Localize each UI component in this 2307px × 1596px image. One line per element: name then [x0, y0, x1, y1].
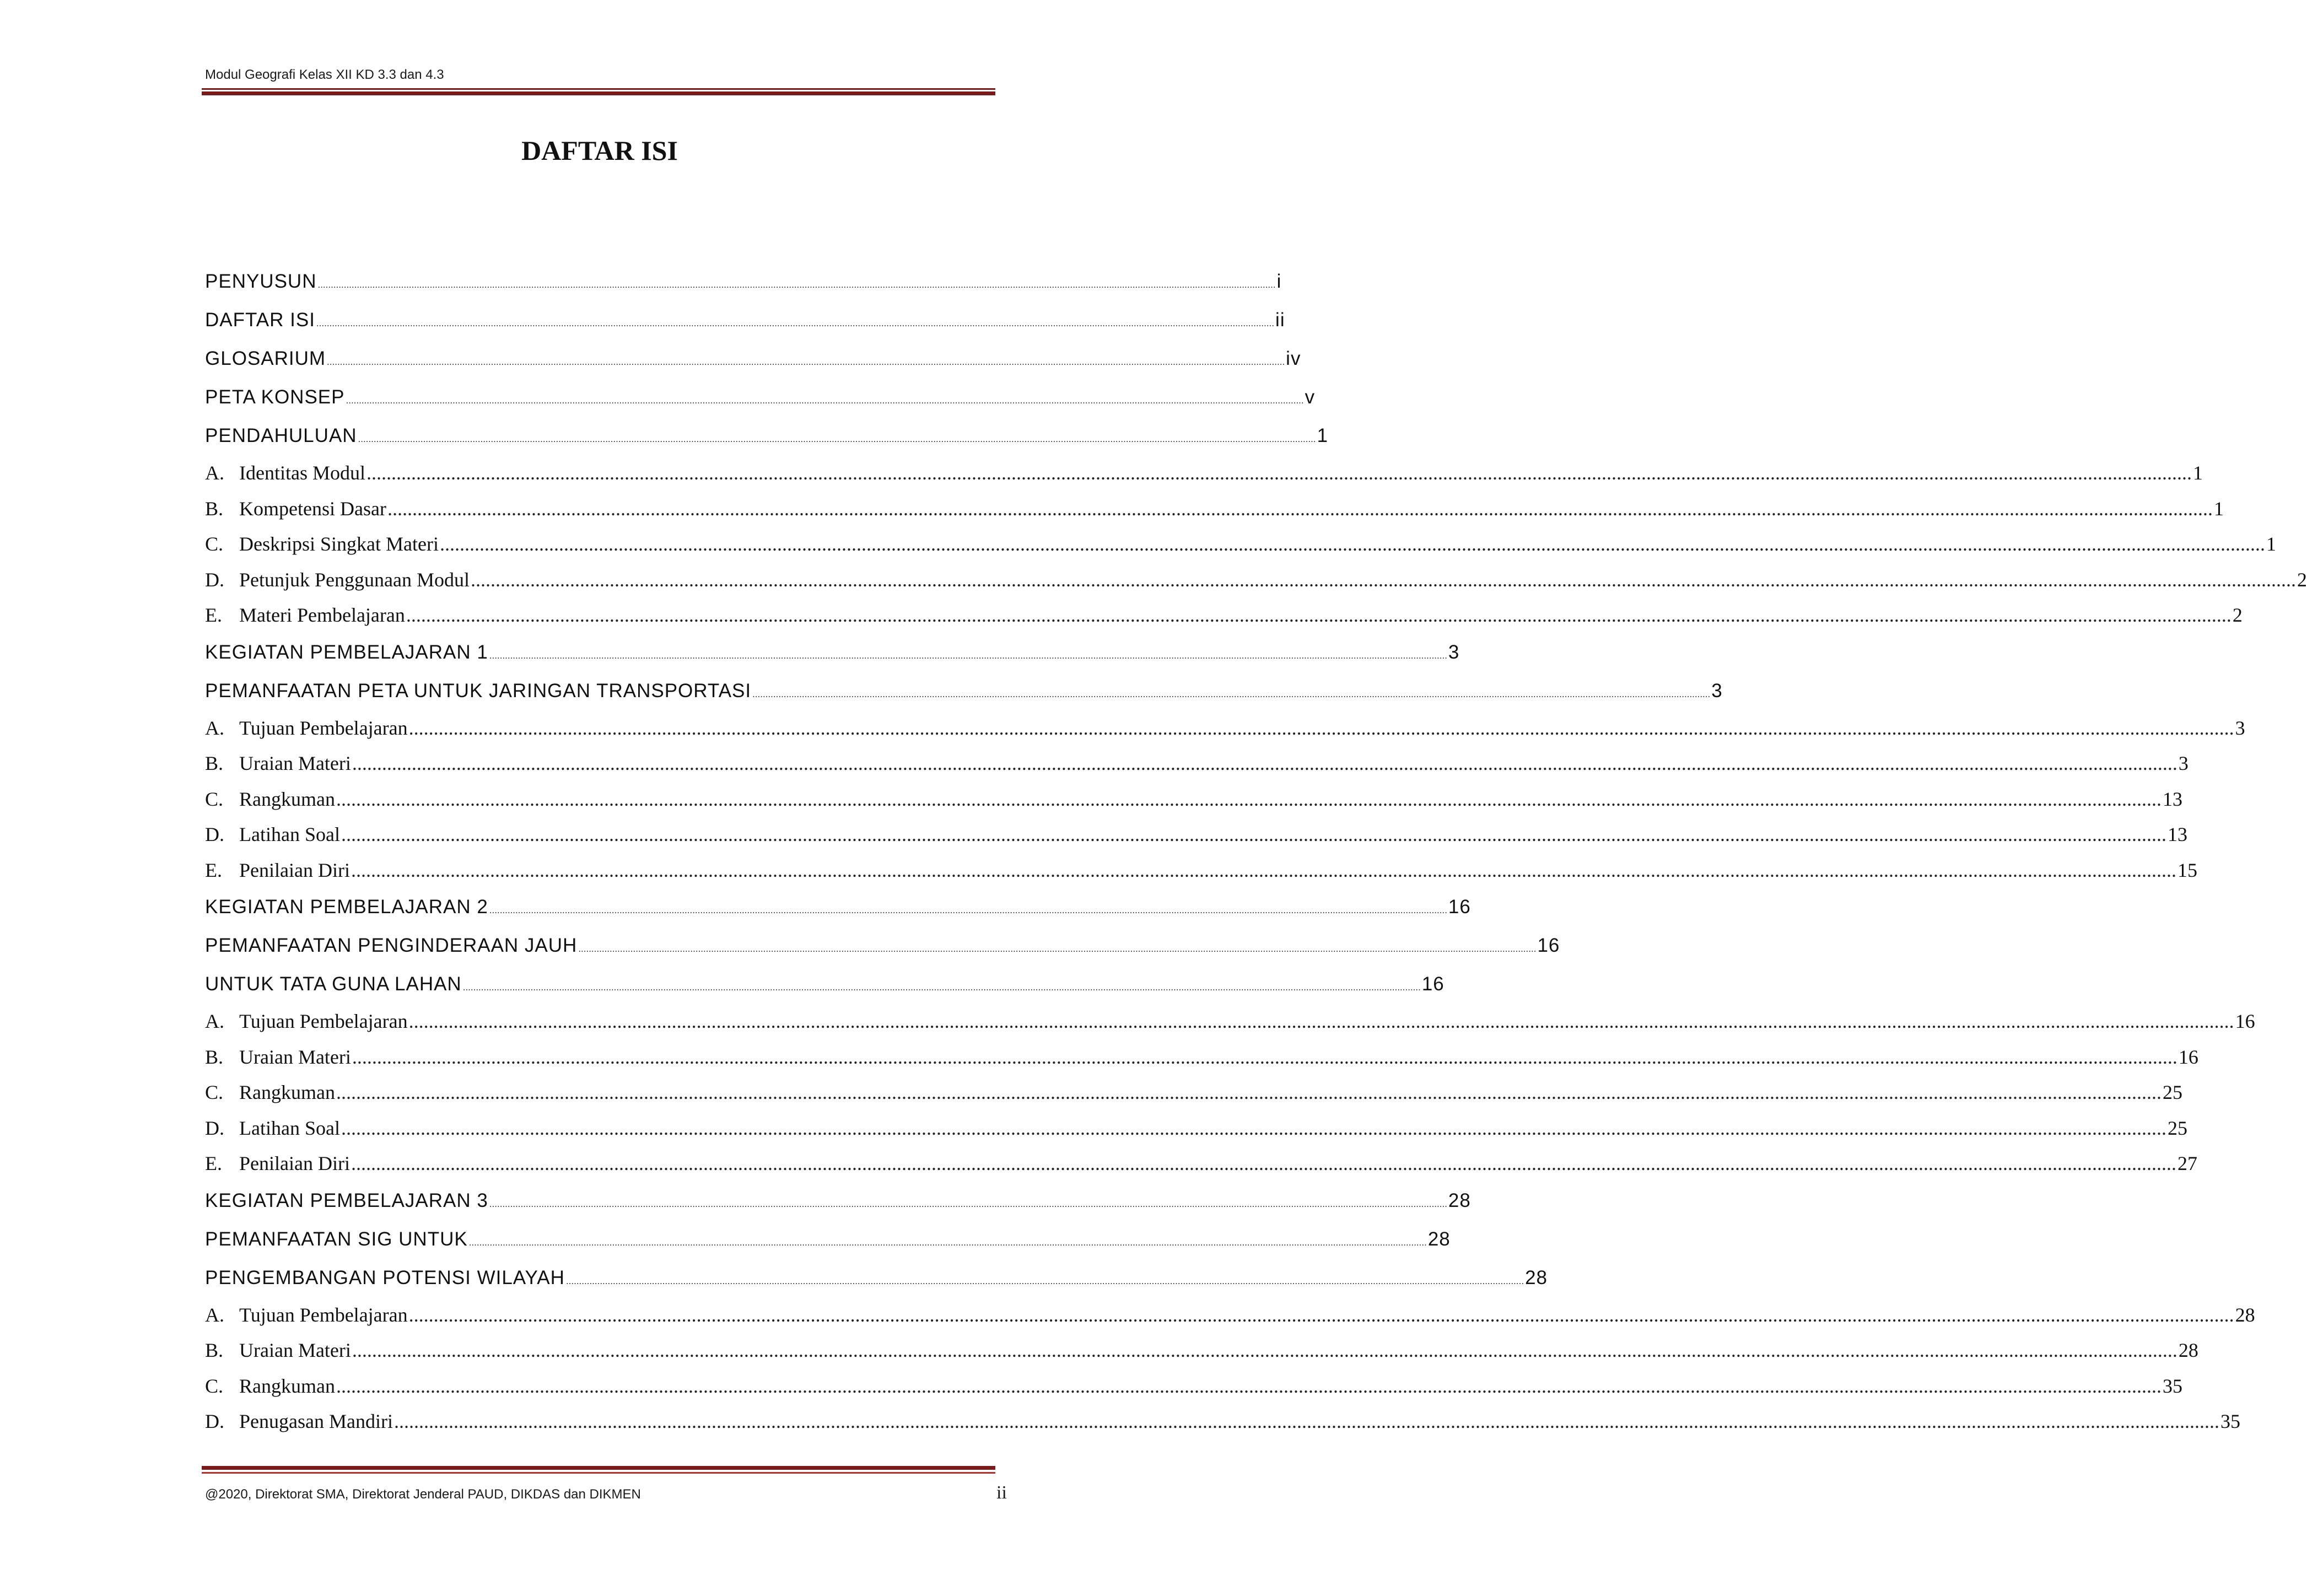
toc-entry-page: i [1276, 271, 1282, 292]
toc-entry-label: PEMANFAATAN PETA UNTUK JARINGAN TRANSPORTASI [205, 680, 752, 702]
header-rule-thick [202, 91, 995, 95]
footer-copyright: @2020, Direktorat SMA, Direktorat Jenderal PAUD, DIKDAS dan DIKMEN [205, 1487, 641, 1502]
toc-dot-leader: ................................................................................................................................................................................................................................................................................................................................................................................ [336, 1374, 2162, 1397]
toc-entry-label: Uraian Materi [239, 1045, 351, 1068]
toc-entry[interactable] [205, 301, 1285, 339]
toc-entry[interactable] [205, 1182, 1471, 1220]
toc-entry[interactable] [205, 1004, 2255, 1039]
toc-entry-page: 2 [2232, 604, 2243, 626]
toc-entry-label: Latihan Soal [239, 1117, 340, 1139]
toc-entry-page: 13 [2167, 823, 2187, 845]
toc-entry-label: KEGIATAN PEMBELAJARAN 3 [205, 1189, 488, 1211]
toc-entry-label: PEMANFAATAN PENGINDERAAN JAUH [205, 935, 578, 956]
toc-entry[interactable] [205, 781, 2182, 817]
toc-dot-leader: ................................................................................................................................................................................................................................................................................................................................................................................ [565, 1275, 1524, 1286]
table-of-contents [205, 262, 2307, 1439]
toc-entry-page: 13 [2162, 788, 2182, 810]
toc-entry-page: 3 [1448, 641, 1460, 663]
toc-entry-page: 16 [2235, 1010, 2255, 1032]
footer-page-number: ii [996, 1482, 1007, 1503]
toc-entry-letter: A. [205, 1303, 224, 1326]
header-rule-thin [202, 88, 995, 90]
toc-entry-letter: E. [205, 859, 222, 881]
toc-entry-page: 28 [1427, 1228, 1451, 1250]
toc-entry-label: GLOSARIUM [205, 348, 326, 369]
toc-entry-label: Uraian Materi [239, 1339, 351, 1361]
toc-entry[interactable] [205, 1297, 2255, 1333]
toc-entry[interactable] [205, 926, 1560, 965]
toc-entry[interactable] [205, 1404, 2240, 1439]
toc-dot-leader: ................................................................................................................................................................................................................................................................................................................................................................................ [470, 568, 2296, 591]
toc-entry-label: UNTUK TATA GUNA LAHAN [205, 973, 462, 995]
toc-entry-page: 3 [2178, 752, 2189, 774]
toc-entry-page: 35 [2220, 1410, 2240, 1432]
toc-entry[interactable] [205, 817, 2187, 853]
toc-entry-label: DAFTAR ISI [205, 309, 315, 331]
toc-dot-leader: ................................................................................................................................................................................................................................................................................................................................................................................ [346, 395, 1304, 406]
toc-dot-leader: ................................................................................................................................................................................................................................................................................................................................................................................ [366, 462, 2192, 484]
toc-entry-label: Petunjuk Penggunaan Modul [239, 568, 470, 591]
toc-entry-page: v [1305, 386, 1316, 408]
toc-dot-leader: ................................................................................................................................................................................................................................................................................................................................................................................ [351, 859, 2176, 881]
footer-rule-thick [202, 1466, 995, 1470]
toc-entry[interactable] [205, 1220, 1451, 1259]
toc-dot-leader: ................................................................................................................................................................................................................................................................................................................................................................................ [351, 1152, 2176, 1174]
toc-dot-leader: ................................................................................................................................................................................................................................................................................................................................................................................ [752, 688, 1711, 699]
toc-entry[interactable] [205, 633, 1460, 672]
toc-entry-letter: B. [205, 497, 224, 520]
toc-entry-page: 28 [1448, 1189, 1471, 1211]
toc-entry-page: 27 [2177, 1152, 2197, 1174]
toc-entry-label: Tujuan Pembelajaran [239, 1010, 408, 1032]
toc-entry-label: Tujuan Pembelajaran [239, 716, 408, 739]
toc-entry-label: KEGIATAN PEMBELAJARAN 2 [205, 896, 488, 918]
toc-entry-letter: C. [205, 1374, 224, 1397]
toc-entry-page: 3 [1711, 680, 1723, 702]
toc-dot-leader: ................................................................................................................................................................................................................................................................................................................................................................................ [462, 982, 1421, 993]
toc-entry-letter: E. [205, 1152, 222, 1174]
toc-dot-leader: ................................................................................................................................................................................................................................................................................................................................................................................ [316, 318, 1275, 328]
toc-dot-leader: ................................................................................................................................................................................................................................................................................................................................................................................ [358, 434, 1316, 444]
toc-entry[interactable] [205, 562, 2307, 598]
toc-entry-page: 2 [2297, 568, 2307, 591]
toc-entry[interactable] [205, 378, 1316, 417]
toc-entry-page: 28 [2235, 1303, 2255, 1326]
toc-entry-letter: D. [205, 1117, 224, 1139]
toc-entry-page: 28 [2178, 1339, 2198, 1361]
toc-entry-letter: D. [205, 823, 224, 845]
toc-dot-leader: ................................................................................................................................................................................................................................................................................................................................................................................ [489, 905, 1447, 915]
toc-entry-label: Rangkuman [239, 788, 335, 810]
toc-entry-letter: A. [205, 716, 224, 739]
page-title: DAFTAR ISI [521, 135, 678, 166]
toc-entry-page: iv [1286, 348, 1301, 369]
toc-dot-leader: ................................................................................................................................................................................................................................................................................................................................................................................ [489, 650, 1447, 661]
toc-entry-letter: B. [205, 752, 224, 774]
toc-entry[interactable] [205, 262, 1282, 301]
toc-entry-label: PENDAHULUAN [205, 425, 357, 446]
toc-entry[interactable] [205, 672, 1723, 710]
toc-entry[interactable] [205, 526, 2276, 562]
toc-dot-leader: ................................................................................................................................................................................................................................................................................................................................................................................ [352, 752, 2177, 774]
toc-dot-leader: ................................................................................................................................................................................................................................................................................................................................................................................ [341, 1117, 2166, 1139]
toc-entry-label: Uraian Materi [239, 752, 351, 774]
toc-entry-page: 16 [1448, 896, 1471, 918]
toc-entry[interactable] [205, 888, 1471, 926]
toc-entry-letter: D. [205, 568, 224, 591]
toc-entry-label: Penilaian Diri [239, 1152, 350, 1174]
toc-entry[interactable] [205, 491, 2224, 527]
toc-entry-label: Deskripsi Singkat Materi [239, 533, 439, 555]
toc-entry[interactable] [205, 1259, 1548, 1297]
toc-entry-page: 16 [1537, 935, 1560, 956]
toc-entry-label: PENYUSUN [205, 271, 317, 292]
toc-entry-page: 16 [1421, 973, 1444, 995]
toc-entry-page: ii [1275, 309, 1285, 331]
toc-dot-leader: ................................................................................................................................................................................................................................................................................................................................................................................ [336, 1081, 2162, 1103]
toc-entry[interactable] [205, 597, 2243, 633]
toc-entry-letter: C. [205, 788, 224, 810]
toc-entry[interactable] [205, 746, 2189, 781]
toc-dot-leader: ................................................................................................................................................................................................................................................................................................................................................................................ [394, 1410, 2219, 1432]
toc-entry-page: 15 [2177, 859, 2197, 881]
toc-entry-letter: C. [205, 1081, 224, 1103]
toc-entry-label: Penugasan Mandiri [239, 1410, 393, 1432]
toc-entry[interactable] [205, 1039, 2198, 1075]
toc-dot-leader: ................................................................................................................................................................................................................................................................................................................................................................................ [439, 533, 2265, 555]
toc-entry-page: 16 [2178, 1045, 2198, 1068]
toc-dot-leader: ................................................................................................................................................................................................................................................................................................................................................................................ [327, 357, 1285, 367]
toc-entry-label: Rangkuman [239, 1081, 335, 1103]
toc-entry[interactable] [205, 339, 1301, 378]
toc-dot-leader: ................................................................................................................................................................................................................................................................................................................................................................................ [578, 943, 1537, 954]
toc-entry[interactable] [205, 417, 1329, 455]
toc-dot-leader: ................................................................................................................................................................................................................................................................................................................................................................................ [387, 497, 2213, 520]
toc-dot-leader: ................................................................................................................................................................................................................................................................................................................................................................................ [408, 1303, 2234, 1326]
toc-entry[interactable] [205, 1075, 2182, 1110]
toc-entry[interactable] [205, 853, 2197, 888]
toc-entry-label: Latihan Soal [239, 823, 340, 845]
toc-dot-leader: ................................................................................................................................................................................................................................................................................................................................................................................ [489, 1198, 1447, 1209]
toc-dot-leader: ................................................................................................................................................................................................................................................................................................................................................................................ [336, 788, 2162, 810]
toc-entry-page: 1 [1317, 425, 1329, 446]
toc-entry-label: Rangkuman [239, 1374, 335, 1397]
toc-entry[interactable] [205, 455, 2203, 491]
toc-entry-letter: C. [205, 533, 224, 555]
toc-dot-leader: ................................................................................................................................................................................................................................................................................................................................................................................ [317, 279, 1276, 290]
toc-entry-page: 28 [1525, 1266, 1548, 1288]
toc-entry[interactable] [205, 965, 1444, 1004]
toc-entry[interactable] [205, 1146, 2197, 1182]
toc-entry-label: Tujuan Pembelajaran [239, 1303, 408, 1326]
toc-entry-label: PETA KONSEP [205, 386, 345, 408]
toc-entry[interactable] [205, 1333, 2198, 1368]
toc-entry-letter: D. [205, 1410, 224, 1432]
toc-entry-label: KEGIATAN PEMBELAJARAN 1 [205, 641, 488, 663]
toc-entry-label: Materi Pembelajaran [239, 604, 405, 626]
toc-dot-leader: ................................................................................................................................................................................................................................................................................................................................................................................ [468, 1237, 1427, 1248]
toc-dot-leader: ................................................................................................................................................................................................................................................................................................................................................................................ [406, 604, 2231, 626]
toc-entry[interactable] [205, 1368, 2182, 1404]
toc-entry-letter: A. [205, 1010, 224, 1032]
toc-entry-letter: B. [205, 1045, 224, 1068]
toc-entry-letter: B. [205, 1339, 224, 1361]
running-header: Modul Geografi Kelas XII KD 3.3 dan 4.3 [205, 67, 444, 82]
toc-dot-leader: ................................................................................................................................................................................................................................................................................................................................................................................ [408, 1010, 2234, 1032]
toc-entry[interactable] [205, 1110, 2187, 1146]
toc-entry-letter: E. [205, 604, 222, 626]
toc-entry-page: 1 [2192, 462, 2203, 484]
toc-entry-page: 3 [2235, 716, 2245, 739]
toc-entry-page: 25 [2167, 1117, 2187, 1139]
toc-entry-label: PENGEMBANGAN POTENSI WILAYAH [205, 1266, 565, 1288]
toc-dot-leader: ................................................................................................................................................................................................................................................................................................................................................................................ [341, 823, 2166, 845]
toc-entry-letter: A. [205, 462, 224, 484]
toc-entry[interactable] [205, 710, 2245, 746]
footer-rule-thin [202, 1472, 995, 1474]
toc-dot-leader: ................................................................................................................................................................................................................................................................................................................................................................................ [352, 1045, 2177, 1068]
toc-entry-label: Kompetensi Dasar [239, 497, 386, 520]
toc-entry-page: 25 [2162, 1081, 2182, 1103]
toc-entry-page: 1 [2213, 497, 2224, 520]
toc-entry-label: Penilaian Diri [239, 859, 350, 881]
toc-entry-page: 35 [2162, 1374, 2182, 1397]
toc-entry-label: PEMANFAATAN SIG UNTUK [205, 1228, 468, 1250]
toc-entry-label: Identitas Modul [239, 462, 365, 484]
toc-dot-leader: ................................................................................................................................................................................................................................................................................................................................................................................ [352, 1339, 2177, 1361]
toc-entry-page: 1 [2266, 533, 2276, 555]
toc-dot-leader: ................................................................................................................................................................................................................................................................................................................................................................................ [408, 716, 2234, 739]
